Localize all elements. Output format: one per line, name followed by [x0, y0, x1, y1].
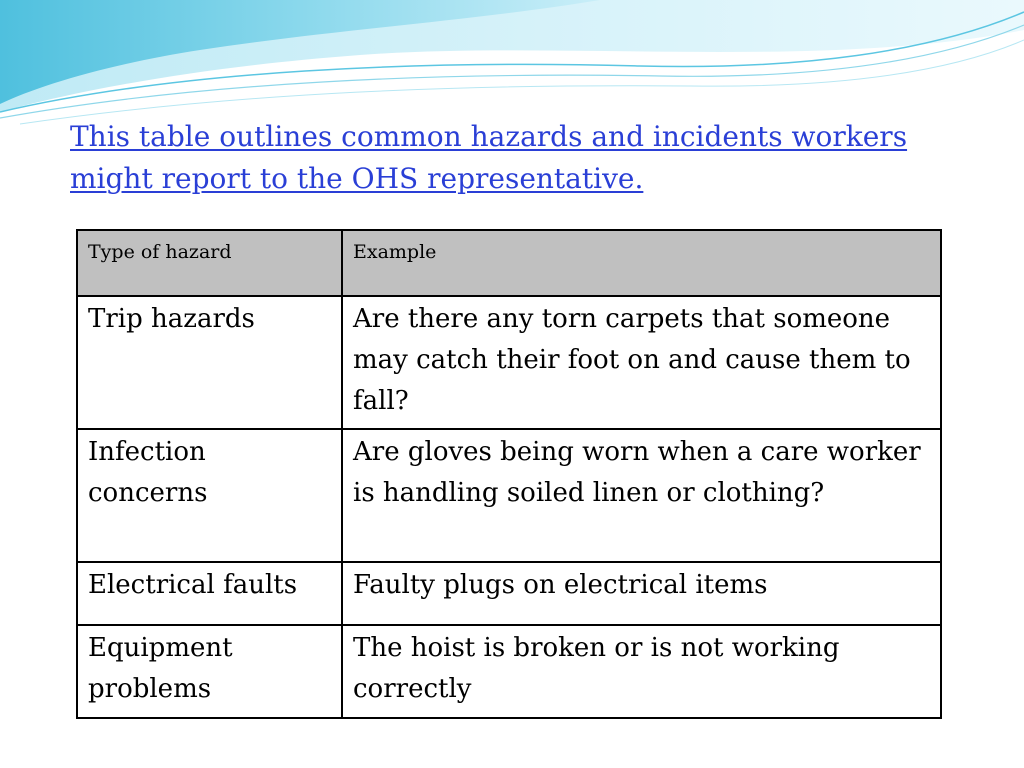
- column-header-type: Type of hazard: [77, 230, 342, 296]
- table-row: [77, 296, 941, 429]
- slide-heading-link[interactable]: This table outlines common hazards and incidents workers might report to the OHS representative.: [70, 120, 908, 195]
- hazard-example-cell: Are there any torn carpets that someone may catch their foot on and cause them to fall?: [342, 296, 941, 429]
- hazard-type-cell: Equipment problems: [77, 625, 342, 718]
- decorative-wave-banner: [0, 0, 1024, 130]
- hazard-example-cell: Are gloves being worn when a care worker is handling soiled linen or clothing?: [342, 429, 941, 562]
- hazard-type-cell: Infection concerns: [77, 429, 342, 562]
- table-row: [77, 562, 941, 625]
- hazard-type-cell: Electrical faults: [77, 562, 342, 625]
- hazards-table: [76, 229, 942, 719]
- hazard-example-cell: The hoist is broken or is not working correctly: [342, 625, 941, 718]
- table-row: [77, 429, 941, 562]
- hazard-example-cell: Faulty plugs on electrical items: [342, 562, 941, 625]
- hazard-type-cell: Trip hazards: [77, 296, 342, 429]
- column-header-example: Example: [342, 230, 941, 296]
- table-row: [77, 625, 941, 718]
- table-header-row: [77, 230, 941, 296]
